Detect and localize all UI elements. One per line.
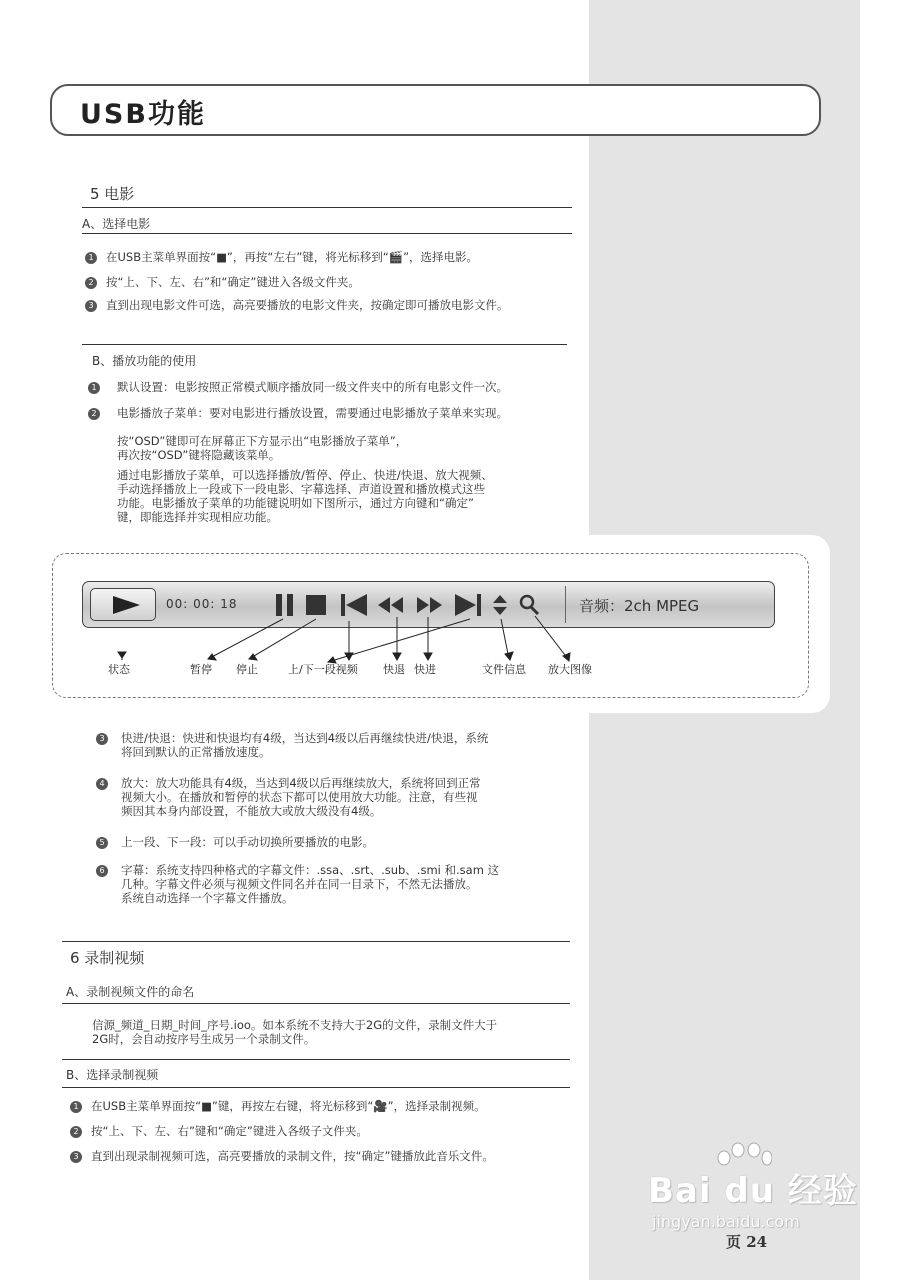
text-line: 放大：放大功能具有4级，当达到4级以后再继续放大，系统将回到正常 [121, 776, 481, 790]
list-item [121, 863, 499, 905]
rewind-icon [378, 597, 403, 613]
text-line: 上一段、下一段：可以手动切换所要播放的电影。 [121, 835, 374, 849]
text-line: 手动选择播放上一段或下一段电影、字幕选择、声道设置和播放模式这些 [117, 482, 485, 496]
label-zoom: 放大图像 [548, 663, 592, 676]
text-line: 频因其本身内部设置，不能放大或放大级没有4级。 [121, 804, 382, 818]
rule [62, 941, 570, 942]
stop-icon [306, 595, 326, 615]
label-stop: 停止 [236, 663, 258, 676]
list-item: 按“上、下、左、右”和“确定”键进入各级文件夹。 [106, 275, 360, 289]
rule [62, 1003, 570, 1004]
page-title: USB功能 [80, 99, 206, 130]
audio-info: 音频：2ch MPEG [579, 597, 700, 615]
section-5b-title: B、播放功能的使用 [92, 354, 197, 368]
list-item: 在USB主菜单界面按“■”，再按“左右”键，将光标移到“🎬”，选择电影。 [106, 250, 479, 264]
bullet-3: 3 [85, 300, 97, 312]
time-display: 00: 00: 18 [166, 597, 238, 611]
list-item: 默认设置：电影按照正常模式顺序播放同一级文件夹中的所有电影文件一次。 [117, 380, 508, 394]
text-line: 快进/快退：快进和快退均有4级，当达到4级以后再继续快进/快退，系统 [121, 731, 489, 745]
label-forward: 快进 [414, 663, 436, 676]
paragraph-naming [92, 1018, 497, 1046]
label-prev-next: 上/下一段视频 [288, 663, 358, 676]
bullet-3: 3 [96, 733, 108, 745]
label-pause: 暂停 [190, 663, 212, 676]
label-status: 状态 [108, 663, 130, 676]
text-line: 几种。字幕文件必须与视频文件同名并在同一目录下，不然无法播放。 [121, 877, 478, 891]
section-5a-title: A、选择电影 [82, 217, 151, 231]
bullet-2: 2 [88, 408, 100, 420]
list-item: 电影播放子菜单：要对电影进行播放设置，需要通过电影播放子菜单来实现。 [117, 406, 508, 420]
text-line: 字幕：系统支持四种格式的字幕文件：.ssa、.srt、.sub、.smi 和.sam 这 [121, 863, 500, 877]
text-line: 再次按“OSD”键将隐藏该菜单。 [117, 448, 281, 462]
page-number: 页 24 [726, 1233, 768, 1251]
zoom-icon [521, 596, 538, 614]
list-item [121, 835, 374, 849]
text-line: 系统自动选择一个字幕文件播放。 [121, 891, 294, 905]
bullet-5: 5 [96, 837, 108, 849]
text-line: 按“OSD”键即可在屏幕正下方显示出“电影播放子菜单”， [117, 434, 408, 448]
bullet-1: 1 [88, 382, 100, 394]
bullet-6: 6 [96, 865, 108, 877]
text-line: 视频大小。在播放和暂停的状态下都可以使用放大功能。注意，有些视 [121, 790, 478, 804]
text-line: 将回到默认的正常播放速度。 [121, 745, 271, 759]
bullet-3: 3 [70, 1151, 82, 1163]
list-item: 在USB主菜单界面按“■”键，再按左右键，将光标移到“🎥”，选择录制视频。 [91, 1099, 486, 1113]
list-item [121, 776, 481, 818]
section-6-title: 6 录制视频 [70, 949, 145, 967]
list-item [121, 731, 488, 759]
list-item: 按“上、下、左、右”键和“确定”键进入各级子文件夹。 [91, 1124, 368, 1138]
section-6b-title: B、选择录制视频 [66, 1068, 159, 1082]
label-file-info: 文件信息 [482, 663, 526, 676]
text-line: 键，即能选择并实现相应功能。 [117, 510, 278, 524]
next-icon [455, 594, 481, 616]
play-icon [113, 596, 140, 614]
rule [62, 1087, 570, 1088]
bullet-2: 2 [85, 277, 97, 289]
text-line: 2G时，会自动按序号生成另一个录制文件。 [92, 1032, 316, 1046]
text-line: 信源_频道_日期_时间_序号.ioo。如本系统不支持大于2G的文件，录制文件大于 [92, 1018, 498, 1032]
label-rewind: 快退 [383, 663, 405, 676]
section-6a-title: A、录制视频文件的命名 [66, 985, 195, 999]
section-5-title: 5 电影 [90, 185, 135, 203]
bullet-1: 1 [70, 1101, 82, 1113]
text-line: 功能。电影播放子菜单的功能键说明如下图所示，通过方向键和“确定” [117, 496, 474, 510]
fast-forward-icon [417, 597, 442, 613]
list-item: 直到出现电影文件可选，高亮要播放的电影文件夹，按确定即可播放电影文件。 [106, 298, 509, 312]
file-info-icon [493, 595, 507, 615]
bullet-1: 1 [85, 252, 97, 264]
watermark-logo: Bai du 经验 [648, 1171, 858, 1211]
text-line: 通过电影播放子菜单，可以选择播放/暂停、停止、快进/快退、放大视频、 [117, 468, 493, 482]
rule [62, 1059, 570, 1060]
list-item: 直到出现录制视频可选，高亮要播放的录制文件，按“确定”键播放此音乐文件。 [91, 1149, 494, 1163]
bullet-4: 4 [96, 778, 108, 790]
pause-icon [276, 594, 293, 616]
watermark-url: jingyan.baidu.com [652, 1212, 800, 1231]
previous-icon [341, 594, 367, 616]
bullet-2: 2 [70, 1126, 82, 1138]
